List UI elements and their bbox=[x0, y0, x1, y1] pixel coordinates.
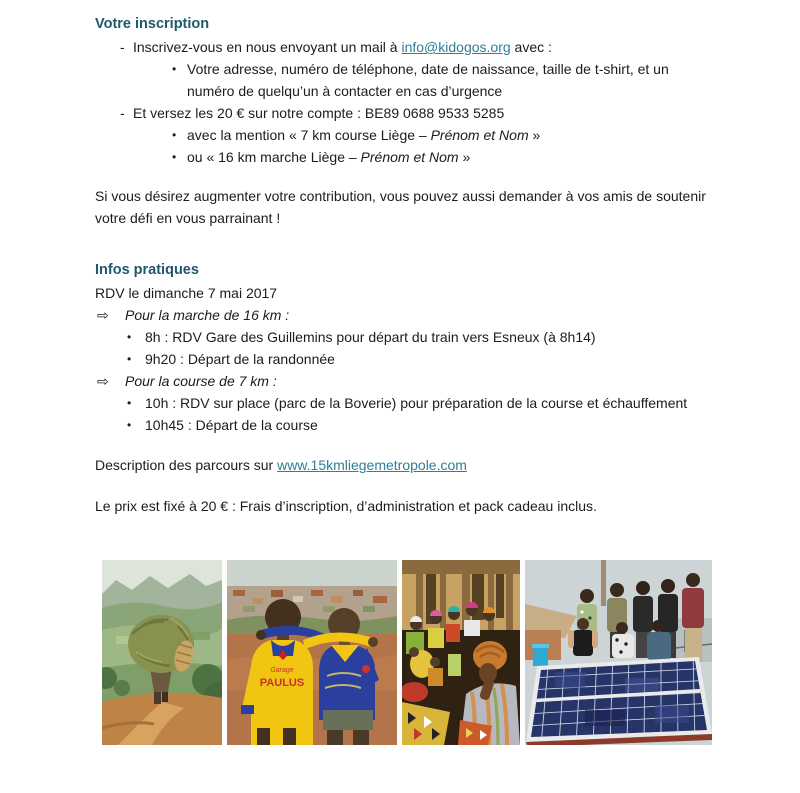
list-item-run-1 bbox=[95, 392, 715, 414]
bullet-marker: • bbox=[172, 128, 177, 142]
text-run: avec : bbox=[510, 39, 552, 55]
bullet-marker: • bbox=[127, 396, 132, 410]
list-item-mention-course bbox=[95, 124, 715, 146]
list-item-payment bbox=[95, 102, 715, 124]
photo-person-carrying-foliage-art bbox=[102, 560, 222, 745]
paragraph-parcours bbox=[95, 454, 715, 476]
list-item-text bbox=[187, 124, 715, 146]
heading-votre-inscription: Votre inscription bbox=[95, 16, 210, 32]
text-run: » bbox=[458, 149, 471, 165]
list-item-text: 10h : RDV sur place (parc de la Boverie) pour préparation de la course et échauffement bbox=[145, 395, 688, 411]
list-item-mail bbox=[95, 36, 715, 58]
dash-marker: - bbox=[120, 39, 125, 55]
bullet-marker: • bbox=[172, 150, 177, 164]
photo-person-carrying-foliage bbox=[102, 560, 222, 745]
text-run: ou « 16 km marche Liège – bbox=[187, 149, 361, 165]
blue-bucket bbox=[533, 646, 548, 666]
photo-solar-panel-art bbox=[525, 560, 712, 745]
parcours-link[interactable]: www.15kmliegemetropole.com bbox=[277, 457, 467, 473]
list-item-walk-1 bbox=[95, 326, 715, 348]
pole bbox=[601, 560, 606, 606]
list-item-run-2 bbox=[95, 414, 715, 436]
list-item-text: 8h : RDV Gare des Guillemins pour départ du train vers Esneux (à 8h14) bbox=[145, 329, 596, 345]
photo-gathering-art bbox=[402, 560, 520, 745]
list-item-text: Votre adresse, numéro de téléphone, date de naissance, taille de t-shirt, et un numéro de quelqu’un à contacter en cas d’urgence bbox=[187, 61, 669, 99]
list-item-text: Pour la course de 7 km : bbox=[125, 373, 277, 389]
photo-strip bbox=[102, 560, 715, 745]
text-run-italic: Prénom et Nom bbox=[430, 127, 529, 143]
heading-infos-pratiques: Infos pratiques bbox=[95, 262, 199, 278]
text-run-italic: Prénom et Nom bbox=[360, 149, 459, 165]
dash-marker: - bbox=[120, 105, 125, 121]
kneeling-people bbox=[565, 618, 671, 660]
list-item-text: Pour la marche de 16 km : bbox=[125, 307, 290, 323]
paragraph-sponsor: Si vous désirez augmenter votre contribution, vous pouvez aussi demander à vos amis de soutenir votre défi en vous parrainant ! bbox=[95, 188, 706, 226]
list-item-text bbox=[187, 146, 715, 168]
list-item-walk-title bbox=[95, 304, 715, 326]
photo-two-boys-football-jerseys bbox=[227, 560, 397, 745]
text-run: Description des parcours sur bbox=[95, 457, 278, 473]
arrow-icon: ⇨ bbox=[97, 373, 109, 389]
bullet-marker: • bbox=[172, 62, 177, 76]
paragraph-price: Le prix est fixé à 20 € : Frais d’inscription, d’administration et pack cadeau inclus. bbox=[95, 498, 597, 514]
list-item-mention-marche bbox=[95, 146, 715, 168]
list-item-text: 9h20 : Départ de la randonnée bbox=[145, 351, 335, 367]
photo-two-boys-art bbox=[227, 560, 397, 745]
list-item-text bbox=[133, 36, 715, 58]
photo-community-gathering bbox=[402, 560, 520, 745]
jersey-text-paulus: PAULUS bbox=[259, 677, 305, 689]
list-item-run-title bbox=[95, 370, 715, 392]
email-link[interactable]: info@kidogos.org bbox=[401, 39, 511, 55]
text-run: Inscrivez-vous en nous envoyant un mail à bbox=[133, 39, 402, 55]
jersey-text-garage: Garage bbox=[270, 667, 294, 674]
bullet-marker: • bbox=[127, 330, 132, 344]
text-run: » bbox=[528, 127, 541, 143]
list-item-text: 10h45 : Départ de la course bbox=[145, 417, 318, 433]
photo-team-with-solar-panel bbox=[525, 560, 712, 745]
text-run: avec la mention « 7 km course Liège – bbox=[187, 127, 431, 143]
document-content bbox=[95, 0, 715, 745]
list-item-text: Et versez les 20 € sur notre compte : BE89 0688 9533 5285 bbox=[133, 105, 505, 121]
bullet-marker: • bbox=[127, 352, 132, 366]
bullet-marker: • bbox=[127, 418, 132, 432]
list-item-details bbox=[95, 58, 715, 102]
paragraph-date: RDV le dimanche 7 mai 2017 bbox=[95, 285, 278, 301]
arrow-icon: ⇨ bbox=[97, 307, 109, 323]
list-item-walk-2 bbox=[95, 348, 715, 370]
